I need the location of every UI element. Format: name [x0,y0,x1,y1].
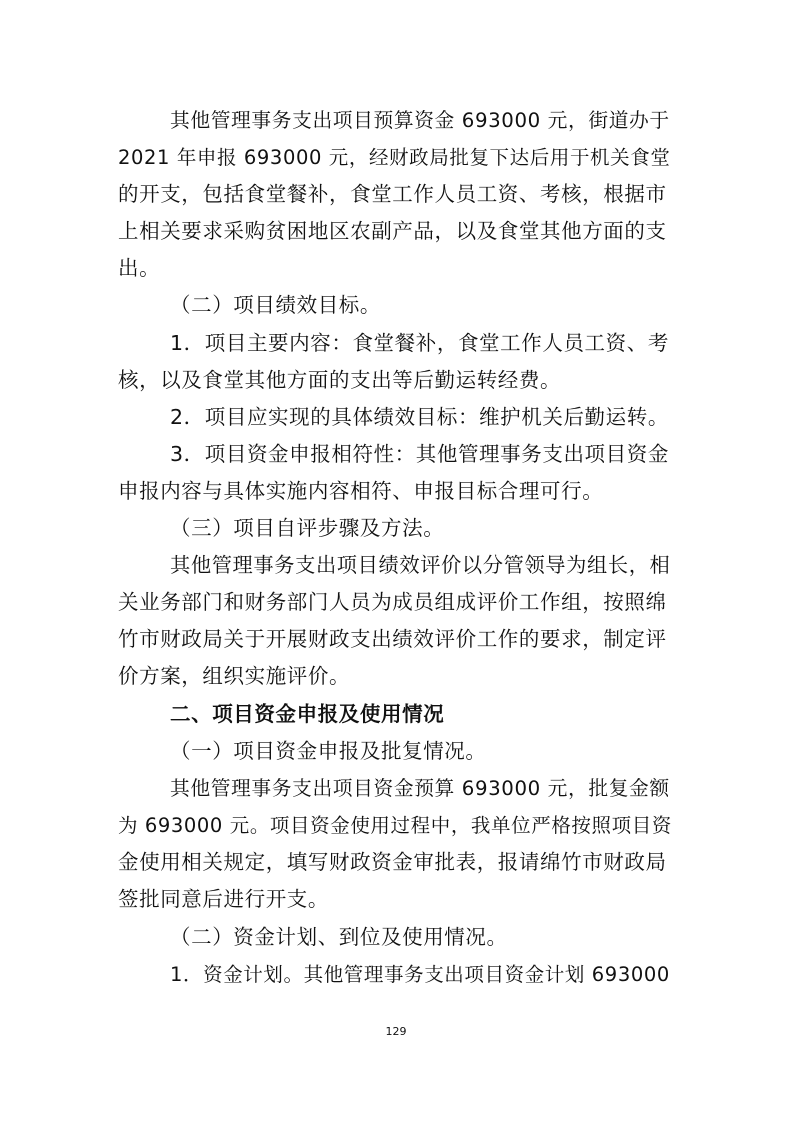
chapter-heading: 二、项目资金申报及使用情况 [170,702,445,726]
paragraph-line: 上相关要求采购贫困地区农副产品，以及食堂其他方面的支 [118,219,667,243]
paragraph-line: 2．项目应实现的具体绩效目标：维护机关后勤运转。 [170,405,669,429]
paragraph-line: 申报内容与具体实施内容相符、申报目标合理可行。 [118,479,604,503]
paragraph-line: 1．资金计划。其他管理事务支出项目资金计划 693000 [170,963,670,986]
paragraph-line: 1．项目主要内容：食堂餐补，食堂工作人员工资、考 [170,331,669,355]
section-heading: （三）项目自评步骤及方法。 [170,516,445,540]
paragraph-line: 3．项目资金申报相符性：其他管理事务支出项目资金 [170,442,669,466]
section-heading: （二）项目绩效目标。 [170,293,381,317]
page-number: 129 [385,1025,407,1038]
paragraph-line: 出。 [118,256,161,280]
paragraph-line: 2021 年申报 693000 元，经财政局批复下达后用于机关食堂 [118,146,671,169]
paragraph-line: 关业务部门和财务部门人员为成员组成评价工作组，按照绵 [118,590,667,614]
paragraph-line: 竹市财政局关于开展财政支出绩效评价工作的要求，制定评 [118,627,667,651]
paragraph-line: 其他管理事务支出项目资金预算 693000 元，批复金额 [170,777,670,800]
paragraph-line: 的开支，包括食堂餐补，食堂工作人员工资、考核，根据市 [118,182,667,206]
paragraph-line: 核，以及食堂其他方面的支出等后勤运转经费。 [118,368,562,392]
paragraph-line: 签批同意后进行开支。 [118,887,329,911]
paragraph-line: 金使用相关规定，填写财政资金审批表，报请绵竹市财政局 [118,850,667,874]
section-heading: （一）项目资金申报及批复情况。 [170,739,487,763]
paragraph-line: 价方案，组织实施评价。 [118,664,351,688]
paragraph-line: 其他管理事务支出项目绩效评价以分管领导为组长，相 [170,553,671,577]
paragraph-line: 其他管理事务支出项目预算资金 693000 元，街道办于 [170,109,670,132]
paragraph-line: 为 693000 元。项目资金使用过程中，我单位严格按照项目资 [118,814,672,837]
section-heading: （二）资金计划、到位及使用情况。 [170,925,508,949]
